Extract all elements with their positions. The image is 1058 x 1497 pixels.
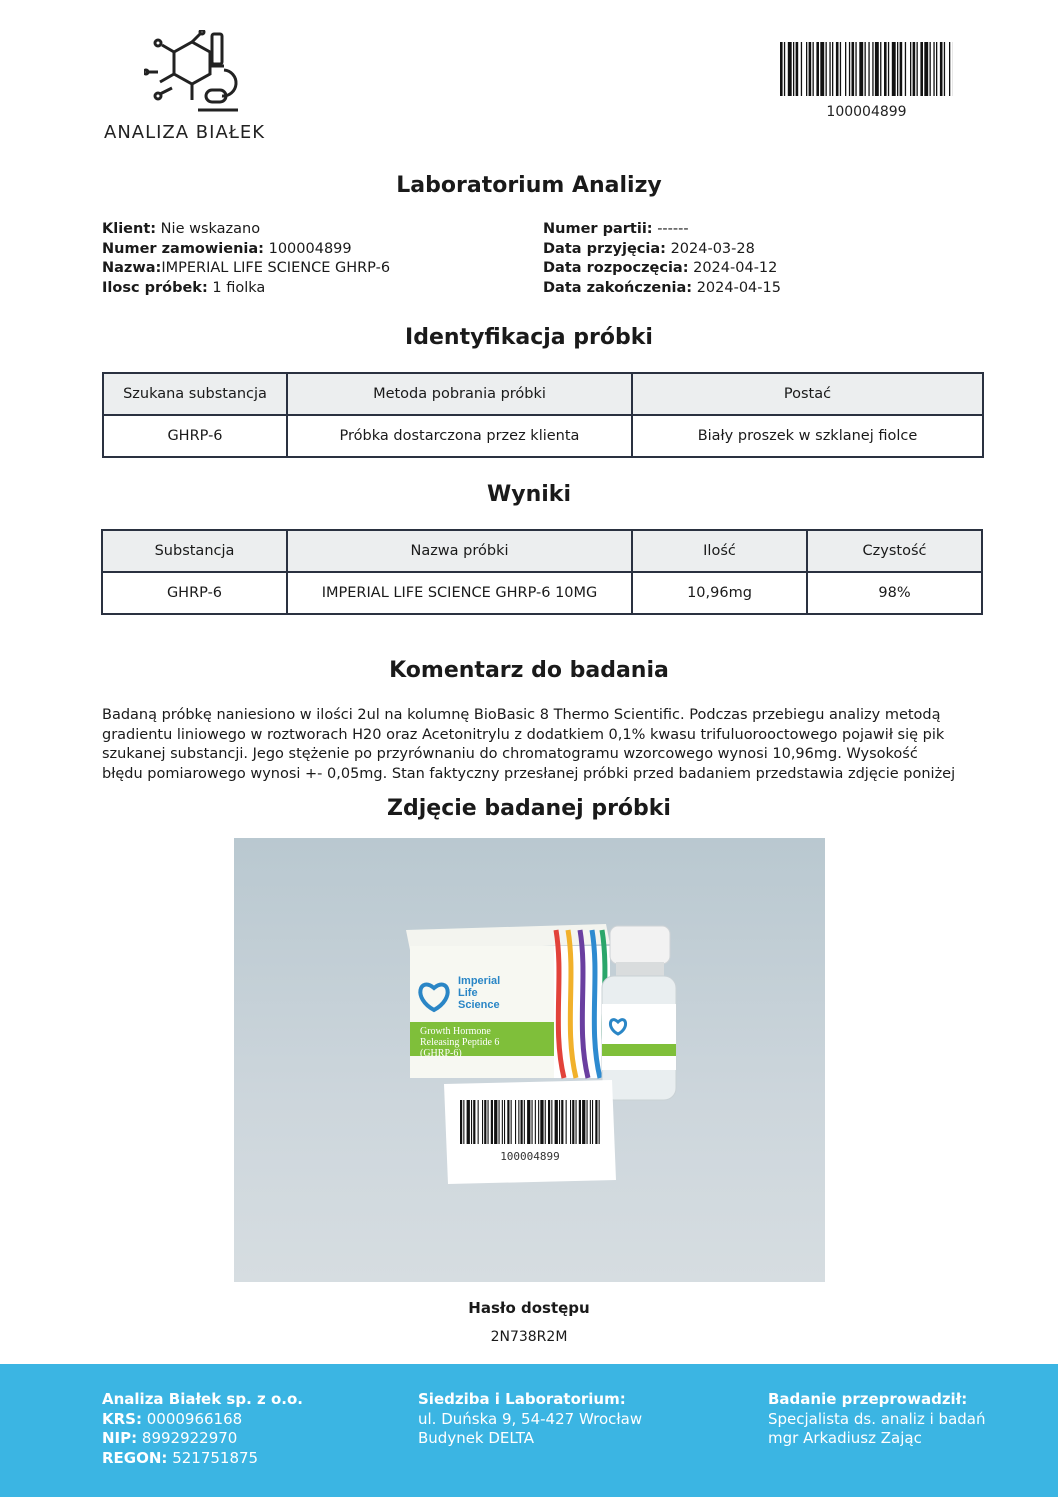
label-number: 100004899: [500, 1150, 560, 1163]
barcode-bar: [780, 42, 783, 96]
barcode-bar: [900, 42, 903, 96]
barcode-bar: [582, 1100, 585, 1144]
comment-line: szukanej substancji. Jego stężenie po przyrównaniu do chromatogramu wzorcowego wynosi 10,96mg. Wysokość: [102, 746, 918, 763]
barcode-bar: [793, 42, 794, 96]
info-row-name: Nazwa:IMPERIAL LIFE SCIENCE GHRP-6: [102, 260, 391, 276]
sample-vial: [602, 926, 676, 1100]
comment-line: Badaną próbkę naniesiono w ilości 2ul na kolumnę BioBasic 8 Thermo Scientific. Podczas przebiegu analizy metodą: [102, 707, 941, 723]
footer-company: Analiza Białek sp. z o.o. KRS: 0000966168 NIP: 8992922970 REGON: 521751875: [102, 1390, 303, 1467]
comment-text: [102, 706, 962, 784]
barcode-bar: [910, 42, 911, 96]
page-title: Laboratorium Analizy: [396, 173, 662, 198]
barcode-bar: [587, 1100, 588, 1144]
barcode-bar: [868, 42, 869, 96]
barcode-bar: [880, 42, 881, 96]
info-row-sample-count: Ilosc próbek: 1 fiolka: [102, 279, 266, 296]
barcode-bar: [845, 42, 846, 96]
barcode-bar: [491, 1100, 493, 1144]
barcode-bar: [521, 1100, 523, 1144]
table-header-cell: Postać: [632, 373, 983, 415]
barcode-bar: [511, 1100, 512, 1144]
barcode-bar: [949, 42, 950, 96]
box-brand-line-3: Science: [458, 999, 500, 1011]
company-krs: 0000966168: [141, 1409, 243, 1428]
barcode-bar: [488, 1100, 489, 1144]
info-row-batch: Numer partii: ------: [543, 221, 689, 237]
barcode-bar: [913, 42, 916, 96]
barcode-bar: [784, 42, 785, 96]
comment-heading: Komentarz do badania: [389, 658, 669, 683]
table-header-row: [102, 530, 982, 572]
barcode-bar: [872, 42, 873, 96]
barcode-bar: [865, 42, 866, 96]
footer: [0, 1364, 1058, 1497]
barcode-bar: [590, 1100, 591, 1144]
box-product-line-2: Releasing Peptide 6: [420, 1037, 500, 1048]
barcode-bar: [855, 42, 856, 96]
barcode-bar: [595, 1100, 597, 1144]
table-header-row: [103, 373, 983, 415]
barcode-bar: [806, 42, 807, 96]
hq-building: Budynek DELTA: [418, 1429, 534, 1448]
table-row: [102, 572, 982, 614]
comment-line: błędu pomiarowego wynosi +- 0,05mg. Stan faktyczny przesłanej próbki przed badaniem przedstawia zdjęcie poniżej: [102, 765, 956, 782]
company-name: Analiza Białek sp. z o.o.: [102, 1390, 303, 1408]
box-brand-line-1: Imperial: [458, 975, 501, 987]
barcode-bar: [933, 42, 934, 96]
identification-table: [102, 372, 984, 458]
table-cell: GHRP-6: [103, 415, 287, 457]
table-row: [103, 415, 983, 457]
barcode-bar: [572, 1100, 574, 1144]
barcode-bar: [836, 42, 839, 96]
barcode-bar: [820, 42, 824, 96]
table-cell: Próbka dostarczona przez klienta: [287, 415, 632, 457]
barcode-bar: [460, 1100, 462, 1144]
barcode-bar: [897, 42, 898, 96]
table-cell: GHRP-6: [102, 572, 287, 614]
barcode-bar: [840, 42, 841, 96]
access-password-value: 2N738R2M: [490, 1329, 568, 1345]
barcode-bar: [473, 1100, 475, 1144]
performer-role: Specjalista ds. analiz i badań: [768, 1409, 986, 1428]
identification-heading: Identyfikacja próbki: [405, 325, 653, 350]
access-password-label: Hasło dostępu: [468, 1299, 590, 1317]
hq-address: ul. Duńska 9, 54-427 Wrocław: [418, 1409, 643, 1428]
barcode-bar: [471, 1100, 472, 1144]
box-brand-line-2: Life: [458, 987, 478, 999]
table-cell: 10,96mg: [632, 572, 807, 614]
table-header-cell: Ilość: [632, 530, 807, 572]
barcode-bar: [540, 1100, 543, 1144]
barcode-bar: [538, 1100, 539, 1144]
barcode-bar: [905, 42, 906, 96]
table-cell: IMPERIAL LIFE SCIENCE GHRP-6 10MG: [287, 572, 632, 614]
barcode-bar: [801, 42, 802, 96]
sample-photo-illustration: [234, 838, 825, 1282]
barcode-bar: [524, 1100, 525, 1144]
product-box: [406, 924, 610, 1078]
barcode-bar: [518, 1100, 519, 1144]
barcode-bar: [548, 1100, 550, 1144]
barcode-bar: [532, 1100, 533, 1144]
barcode-bar: [484, 1100, 486, 1144]
barcode-bar: [829, 42, 830, 96]
barcode-bar: [559, 1100, 560, 1144]
molecule-microscope-icon: [144, 30, 244, 118]
barcode-bar: [859, 42, 863, 96]
info-row-started: Data rozpoczęcia: 2024-04-12: [543, 260, 778, 276]
barcode-bar: [849, 42, 850, 96]
hq-title: Siedziba i Laboratorium:: [418, 1390, 626, 1408]
info-row-order-number: Numer zamowienia: 100004899: [102, 240, 352, 257]
table-header-cell: Metoda pobrania próbki: [287, 373, 632, 415]
photo-heading: Zdjęcie badanej próbki: [387, 796, 671, 821]
box-product-line-3: (GHRP-6): [420, 1048, 462, 1059]
table-header-cell: Substancja: [102, 530, 287, 572]
barcode-bar: [924, 42, 928, 96]
barcode-bar: [555, 1100, 558, 1144]
performer-title: Badanie przeprowadził:: [768, 1390, 968, 1408]
barcode-bar: [570, 1100, 571, 1144]
info-left: [102, 220, 390, 298]
barcode-bar: [482, 1100, 483, 1144]
barcode-bar: [566, 1100, 567, 1144]
barcode-bar: [826, 42, 827, 96]
info-row-finished: Data zakończenia: 2024-04-15: [543, 279, 781, 296]
barcode-bar: [502, 1100, 503, 1144]
barcode-bar: [478, 1100, 479, 1144]
barcode-bar: [920, 42, 923, 96]
barcode-bar: [579, 1100, 581, 1144]
barcode-bar: [809, 42, 812, 96]
barcode-bar: [816, 42, 819, 96]
barcode-bar: [884, 42, 887, 96]
performer-name: mgr Arkadiusz Zając: [768, 1429, 922, 1448]
barcode-bar: [599, 1100, 600, 1144]
company-logo: [104, 30, 284, 145]
results-table: [101, 529, 983, 615]
barcode-bar: [527, 1100, 530, 1144]
footer-performer: [768, 1390, 985, 1449]
barcode-label: [444, 1080, 616, 1184]
barcode-bar: [551, 1100, 552, 1144]
barcode-bar: [545, 1100, 546, 1144]
barcode-bar: [535, 1100, 536, 1144]
table-cell: 98%: [807, 572, 982, 614]
company-regon: 521751875: [167, 1448, 259, 1467]
barcode-bar: [936, 42, 937, 96]
barcode-bar: [917, 42, 918, 96]
barcode-bar: [888, 42, 889, 96]
barcode-bar: [576, 1100, 577, 1144]
barcode-bar: [463, 1100, 464, 1144]
barcode-bar: [507, 1100, 509, 1144]
barcode-bar: [515, 1100, 516, 1144]
table-header-cell: Nazwa próbki: [287, 530, 632, 572]
barcode-bar: [561, 1100, 563, 1144]
logo-text: ANALIZA BIAŁEK: [104, 122, 266, 143]
comment-line: gradientu liniowego w roztworach H20 oraz Acetonitrylu z dodatkiem 0,1% kwasu trifuluorooctowego pojawił się pik: [102, 726, 945, 743]
info-row-received: Data przyjęcia: 2024-03-28: [543, 240, 755, 257]
barcode-bar: [813, 42, 814, 96]
barcode-bar: [852, 42, 855, 96]
barcode-bar: [892, 42, 896, 96]
info-row-client: Klient: Nie wskazano: [102, 221, 261, 237]
info-right: [543, 220, 781, 298]
barcode-number: 100004899: [826, 104, 907, 120]
barcode-bar: [788, 42, 792, 96]
box-product-line-1: Growth Hormone: [420, 1026, 491, 1037]
barcode-bar: [944, 42, 945, 96]
sample-photo: [234, 838, 825, 1282]
barcode-bar: [592, 1100, 593, 1144]
table-header-cell: Szukana substancja: [103, 373, 287, 415]
table-cell: Biały proszek w szklanej fiolce: [632, 415, 983, 457]
barcode-bar: [796, 42, 799, 96]
barcode-bar: [832, 42, 833, 96]
footer-headquarters: [418, 1390, 642, 1449]
barcode: [780, 42, 953, 96]
barcode-bar: [940, 42, 943, 96]
barcode-bar: [930, 42, 931, 96]
barcode-bar: [875, 42, 879, 96]
barcode-bar: [504, 1100, 505, 1144]
barcode-bar: [499, 1100, 500, 1144]
barcode-bar: [494, 1100, 497, 1144]
barcode-bar: [467, 1100, 470, 1144]
table-header-cell: Czystość: [807, 530, 982, 572]
company-nip: 8992922970: [137, 1429, 238, 1448]
results-heading: Wyniki: [487, 482, 571, 507]
